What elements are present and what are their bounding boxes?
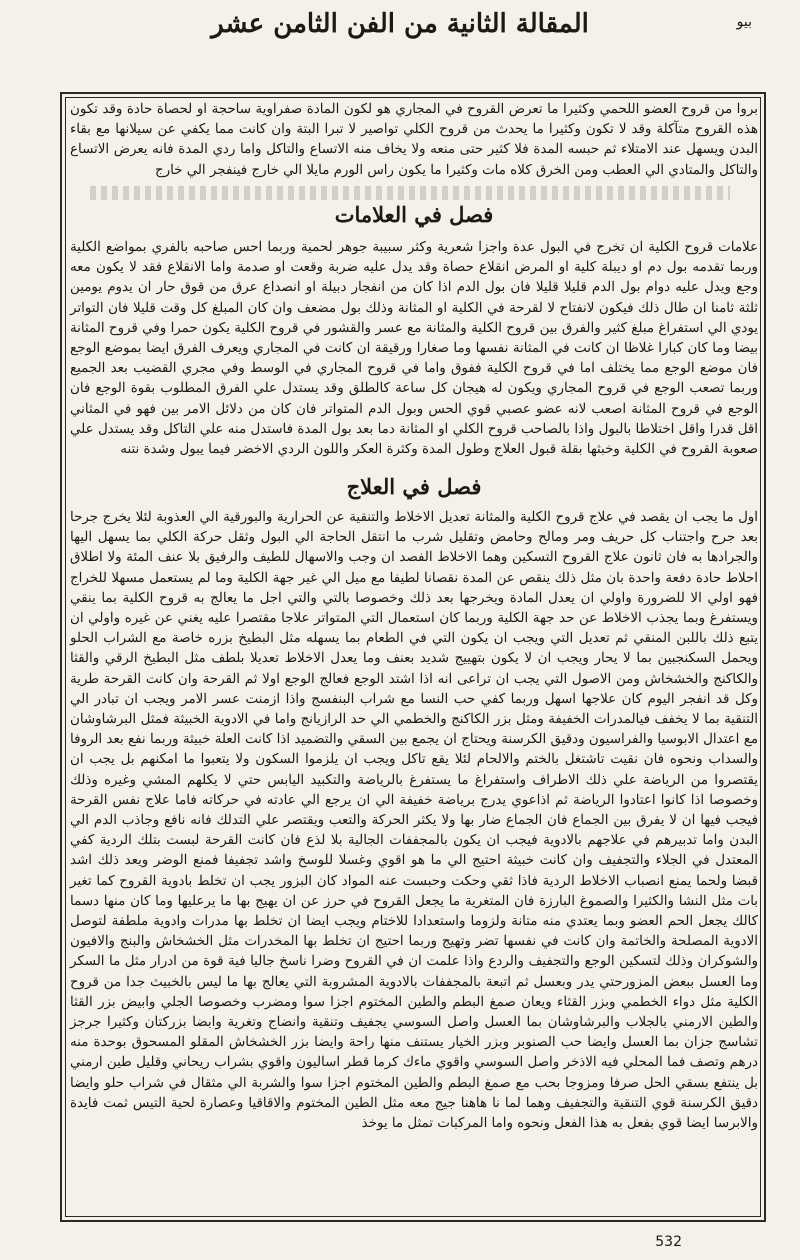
paragraph-signs: علامات قروح الكلية ان تخرج في البول عدة واجزا شعرية وكثر سبيبة جوهر لحمية وربما احس صاحبه بالفري بمواضع الكلية وربما تقدمه بول دم او ديبلة كلية او المرض انقلاع حصاة وقد يدل عليه ضربة وقعت او صدمة واما الانقلاع فقد لا يكون معه وجع ويدل عليه دوام بول الدم قليلا قليلا فان بول الدم اذا كان من انفجار دبيلة او انصداع عرق من قوق حار ان يدوم يومين ثلثة ثامنا ان طال ذلك فيكون لانفتاح لا لقرحة في الكلية او المثانة وذلك بول مضعف وان كان المبلغ كل وقت قليلا فان التواتر يودي الي استفراغ مبلغ كثير والفرق بين قروح الكلية والمثانة مع عسر والقشور في قروح الكلية يكون حمرا وفي قروح المثانة بيضا وما كان كبارا غلاظا ان كانت في المثانة نفسها وما صغارا ورقيقة ان كانت في المجاري ويعرف الفرق ايضا بموضع الوجع فان موضع الوجع مما يختلف اما في قروح الكلية ففوق واما في قروح المجاري في الوسط وفي مجري القضيب بعد الجميع وربما تصعب الوجع في قروح المجاري ويكون له هيجان كل ساعة كالطلق وقد يستدل علي الفرق المطلوب بقوة الوجع فان الوجع في قروح المثانة اصعب لانه عضو عصبي قوي الحس وبول الدم المتواتر فان كان من دلائل الامر بين فهو في المثاني اقل قدرا واقل اختلاطا بالبول واذا بالصاحب قروح الكلي او المثانة دما بعد بول المدة فاستدل منه علي التاكل وقد يستدل علي صعوبة القروح في الكلية وخبثها بقلة قبول العلاج وطول المدة وكثرة العكر واللون الردي الاخضر فيما يبول وشدة نتنه [70,240,758,458]
paragraph-ulcers-intro: بروا من قروح العضو اللحمي وكثيرا ما تعرض القروح في المجاري هو لكون المادة صفراوية ساحجة او لحصاة حادة وقد تكون هذه القروح متآكلة وقد لا تكون وكثيرا ما يحدث من قروح الكلي تواصير لا تبرا البتة وان كانت مما يكفي عن سيلانها مع بقاء البدن ويسهل عند الامتلاء ثم حبسه المدة فلا كثير حتى منعه ولا يخاف منه الاتساع والتاكل واما ردي المدة فانه يعرض الاتساع والتاكل والمتادي الي العطب ومن الخرق كلاه مات وكثيرا ما يكون راس الورم مايلا الي خارج فينفجر الي خارج [70,102,758,178]
page-number: 532 [655,1234,682,1250]
header-catchword: بيو [736,14,752,30]
section-title-signs: فصل في العلامات [334,201,494,227]
page-header [40,4,760,44]
section-title-treatment: فصل في العلاج [346,473,482,499]
paragraph-treatment: اول ما يجب ان يقصد في علاج قروح الكلية والمثانة تعديل الاخلاط والتنقية عن الحرارية والبورقية الي العذوبة لئلا يخرج جرحا بعد جرح واجتناب كل حريف ومر ومالح وحامض وتقليل شرب ما انتقل الحاجة الي البول وثقل حركة الكلي بما يسهل اليها والجرادها به فان ثانون علاج القروح التسكين وهما الاخلاط الفصد ان وجب والاسهال للطيف والرفيق بلا عنف المئة ولا اطلاق احلاط حادة دفعة واحدة بان مثل ذلك ينقص عن المدة نقصانا لطيفا مع ميل الي غير جهة الكلية وما لم يستعمل مسهلا للخراج فهو اولي الا للضرورة واولي ان يعدل المادة ويخرجها بعد ذلك وخصوصا بالتي والتي اجل ما يعالج به قروح الكلية بما ينقي ويستفرغ وبما يجذب الاخلاط عن حد جهة الكلية وربما كان استعمال التي المتواتر علاجا مقتصرا عليه يغني عن غيره واولي ان يتبع ذلك باللبن المنقي ثم تعديل التي ويجب ان يكون التي في الطعام بما يسهله مثل البطيخ بزره خاصة مع الشراب الحلو ويحمل السكنجبين بما لا يحار ويجب ان لا يكون بتهييج شديد بعنف وما يعدل الاخلاط تعديلا بلطف مثل البطيخ الرقي والقثا والكاكنج والخشخاش ومن الاصول التي يجب ان تراعى انه اذا اشتد الوجع فعالج الوجع اولا ثم القرحة وان كانت القرحة طرية وكل قد انفجر اليوم كان علاجها اسهل وربما كفي حب النسا مع شراب البنفسج واذا ازمنت عسر الامر ويجب ان تبادر الي التنقية بما لا يخفف فيالمدرات الخفيفة ومثل بزر الكاكنج والخطمي الي حد الرازيانج واما في الادوية الخبيثة فمثل البرشاوشان مع اعتدال الابوسيا والفراسيون ودقيق الكرسنة ويحتاج ان يجمع بين السقي والتضميد اذا كانت العلة خبيثة وربما نفع بعد الروفا والسداب ونحوه فان نقيت تاشتغل بالختم والالحام لئلا يقع تاكل ويجب ان يلزموا السكون ولا يتعبوا ما امكنهم بل يجب ان يقتصروا من الرياضة علي ذلك الاطراف واستفراغ ما يستفرغ بالرياضة والتكبيد اليابس حتي لا يكلهم المشي وغيره وذلك وخصوصا اذا كانوا اعتادوا الرياضة ثم اذاعوي يدرج برياضة خفيفة الي ان يرجع الي عادته في حركاته فاما علاج نفس القرحة فيجب فيها ان لا يفرق بين الجماع فان الجماع ضار بها ولا يكثر الحركة والتعب ويقتصر علي التدلك فانه نافع وجاذب الدم الي البدن واما تدبيرهم في علاجهم بالادوية فيجب ان يكون بالمجففات الجالية بلا لذع فان كانت القرحة لبست بتلك الردية كفي المعتدل في الجلاء والتجفيف وان كانت خبيثة احتيج الي ما هو اقوي وغسلا للوسخ واشد تجفيفا فمنع الوضر ويعد ذلك اشد قبضا ولحما يمنع انصباب الاخلاط الردية فاذا ثقي وحكت وحبست عنه المواد كان البزور يجب ان تخلط بادوية القروح كما تغير بات مثل النشا والكثيرا والصموغ البارزة فان المتغرية ما يجعل القروح في حرز عن ان يهيج بها ما يرعليها وما كان منها دسما كالك يجعل الحم العضو وبما يعتدي منه متانة ولزوما واستعدادا للاختام ويجب ايضا ان تخلط بها مدرات وادوية ملطفة لتوصل الادوية المصلحة والخاتمة وان كانت في نفسها تضر وتهيج وربما احتيج ان تخلط بها المخدرات مثل الخشخاش والبنج والافيون والشوكران وذلك لتسكين الوجع والتجفيف والردع واذا علمت ان في القروح وضرا ناسخ جاليا فية قوة من ادرار مثل ما السكر وما العسل ببعض المزورحتي يدر وبعسل ثم اتبعة بالمجففات بالادوية المشروبة التي يعالج بها ما ليس بالخبيث جدا من قروح الكلية مثل دواء الخطمي وبزر القثاء ويعان صمغ البطم والطين المختوم اجزا سوا ومضرب وخصوصا الجلي وابيض بزر القثا والطين الارمني بالجلاب والبرشاوشان بما العسل واصل السوسي يجفيف وتنقية وانضاج وتغرية وابضا بزركتان وكثيرا جرجز تشاسج جزان بما العسل وايضا حب الصنوبر وبزر الخيار يستنف منها راحة وايضا بزر الخشخاش المقلو المسحوق بوحدة منه درهم وتصف فما المحلي فيه الاذخر واصل السوسي واقوي ماءك كرما قطر اساليون واقوي بشراب ريحاني وقليل طين ارمني بل ينتفع بسقي الحل صرفا ومزوجا بحب مع صمغ البطم والطين المختوم اجزا سوا والشربة الي مثقال في شراب حلو وايضا دقيق الكرسنة قوي التنقية والتجفيف وهما لما نا هاهنا جيج معه مثل الطين المختوم والاقاقيا وعصارة لحية التيس ثمت فايدة والابرسا ايضا قوي بفعل به هذا الفعل ونحوه واما المركبات تمثل ما يوخذ [70,510,758,1132]
page-title: المقالة الثانية من الفن الثامن عشر [211,9,589,39]
